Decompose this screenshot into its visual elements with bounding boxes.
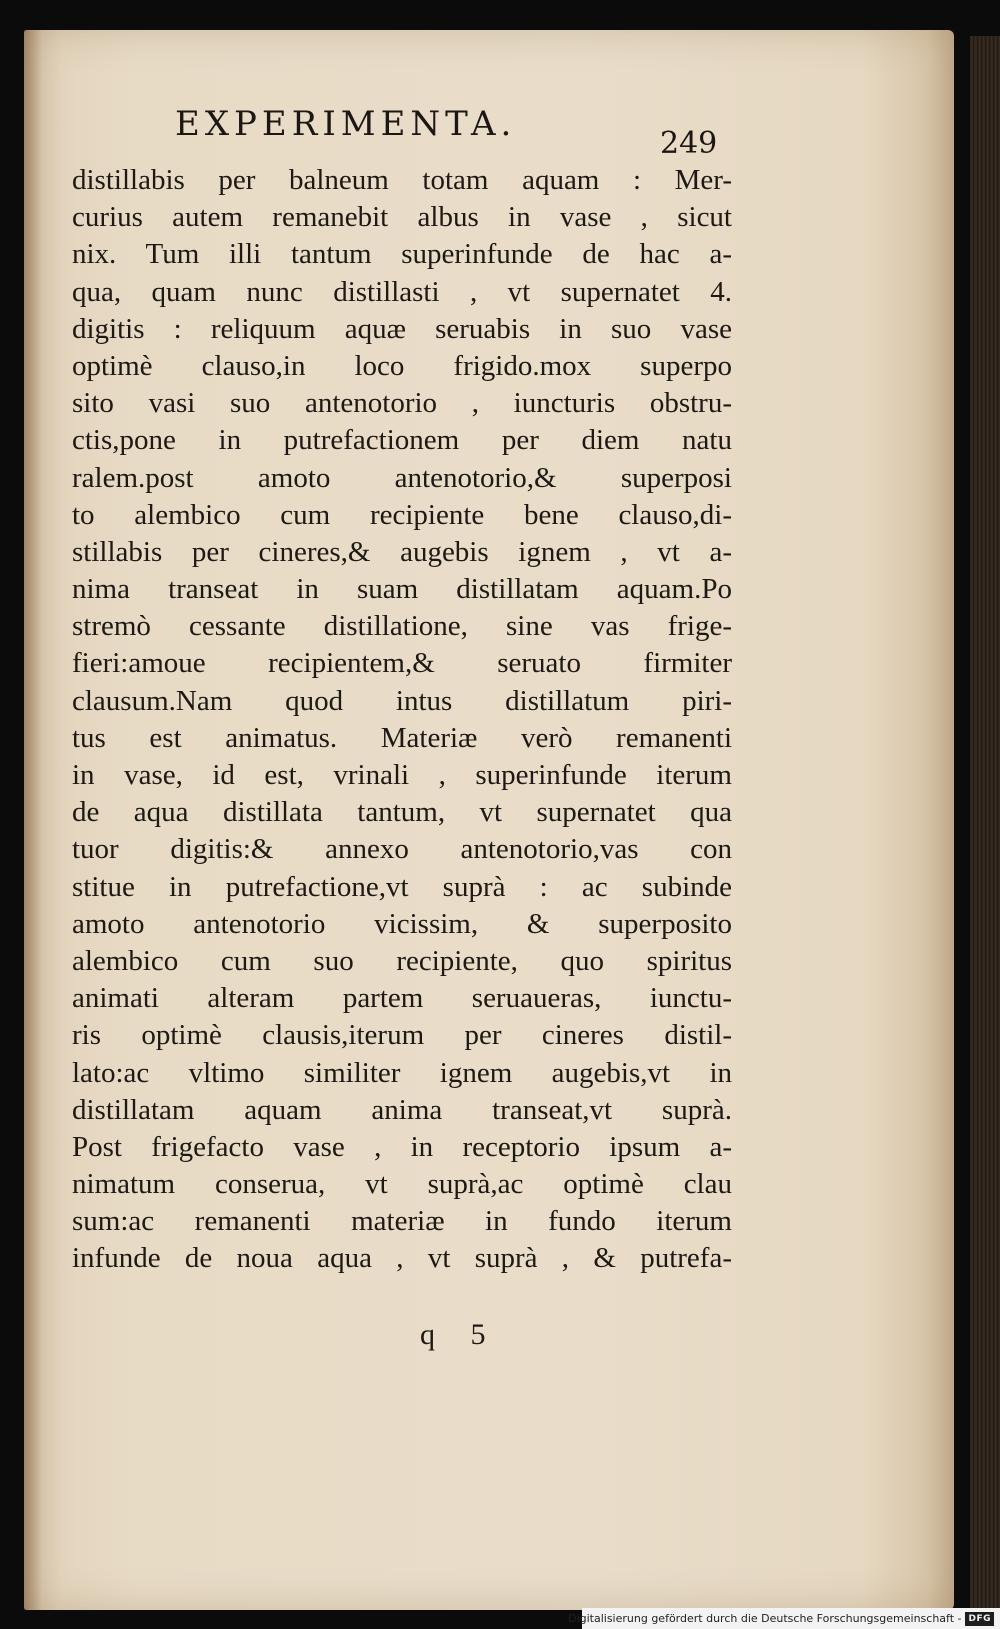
text-line: stremò cessante distillatione, sine vas frige- (72, 610, 732, 643)
text-line: ris optimè clausis,iterum per cineres distil- (72, 1019, 732, 1052)
text-line: nix. Tum illi tantum superinfunde de hac a- (72, 238, 732, 271)
page-number: 249 (660, 126, 718, 161)
text-line: qua, quam nunc distillasti , vt supernatet 4. (72, 275, 732, 308)
text-line: clausum.Nam quod intus distillatum piri- (72, 684, 732, 717)
text-line: stillabis per cineres,& augebis ignem , vt a- (72, 535, 732, 568)
text-line: to alembico cum recipiente bene clauso,di- (72, 498, 732, 531)
running-head: EXPERIMENTA. (175, 104, 517, 144)
text-line: amoto antenotorio vicissim, & superposito (72, 907, 732, 940)
text-line: nima transeat in suam distillatam aquam.Po (72, 573, 732, 606)
text-line: distillabis per balneum totam aquam : Mer- (72, 164, 732, 196)
text-line: fieri:amoue recipientem,& seruato firmiter (72, 647, 732, 680)
text-line: Post frigefacto vase , in receptorio ipsum a- (72, 1130, 732, 1163)
text-line: infunde de noua aqua , vt suprà , & putrefa- (72, 1242, 732, 1275)
text-line: sum:ac remanenti materiæ in fundo iterum (72, 1205, 732, 1238)
book-edge (970, 36, 1000, 1616)
text-line: animati alteram partem seruaueras, iunctu- (72, 982, 732, 1015)
text-line: alembico cum suo recipiente, quo spiritus (72, 944, 732, 977)
text-line: tuor digitis:& annexo antenotorio,vas con (72, 833, 732, 866)
text-line: distillatam aquam anima transeat,vt suprà. (72, 1093, 732, 1126)
body-text (72, 162, 732, 1278)
text-line: de aqua distillata tantum, vt supernatet qua (72, 796, 732, 829)
text-line: in vase, id est, vrinali , superinfunde iterum (72, 759, 732, 791)
footer-bar (568, 1608, 1000, 1629)
text-line: stitue in putrefactione,vt suprà : ac subinde (72, 870, 732, 903)
text-line: optimè clauso,in loco frigido.mox superpo (72, 349, 732, 382)
text-line: sito vasi suo antenotorio , iuncturis obstru- (72, 387, 732, 420)
text-line: ralem.post amoto antenotorio,& superposi (72, 461, 732, 494)
text-line: curius autem remanebit albus in vase , sicut (72, 201, 732, 234)
footer-credit: Digitalisierung gefördert durch die Deutsche Forschungsgemeinschaft - (568, 1612, 962, 1625)
text-line: ctis,pone in putrefactionem per diem natu (72, 424, 732, 457)
dfg-logo-icon: DFG (965, 1612, 994, 1626)
text-line: tus est animatus. Materiæ verò remanenti (72, 721, 732, 754)
text-line: nimatum conserua, vt suprà,ac optimè clau (72, 1168, 732, 1201)
text-line: digitis : reliquum aquæ seruabis in suo vase (72, 312, 732, 345)
signature-mark: q 5 (420, 1318, 500, 1351)
text-line: lato:ac vltimo similiter ignem augebis,vt in (72, 1056, 732, 1089)
